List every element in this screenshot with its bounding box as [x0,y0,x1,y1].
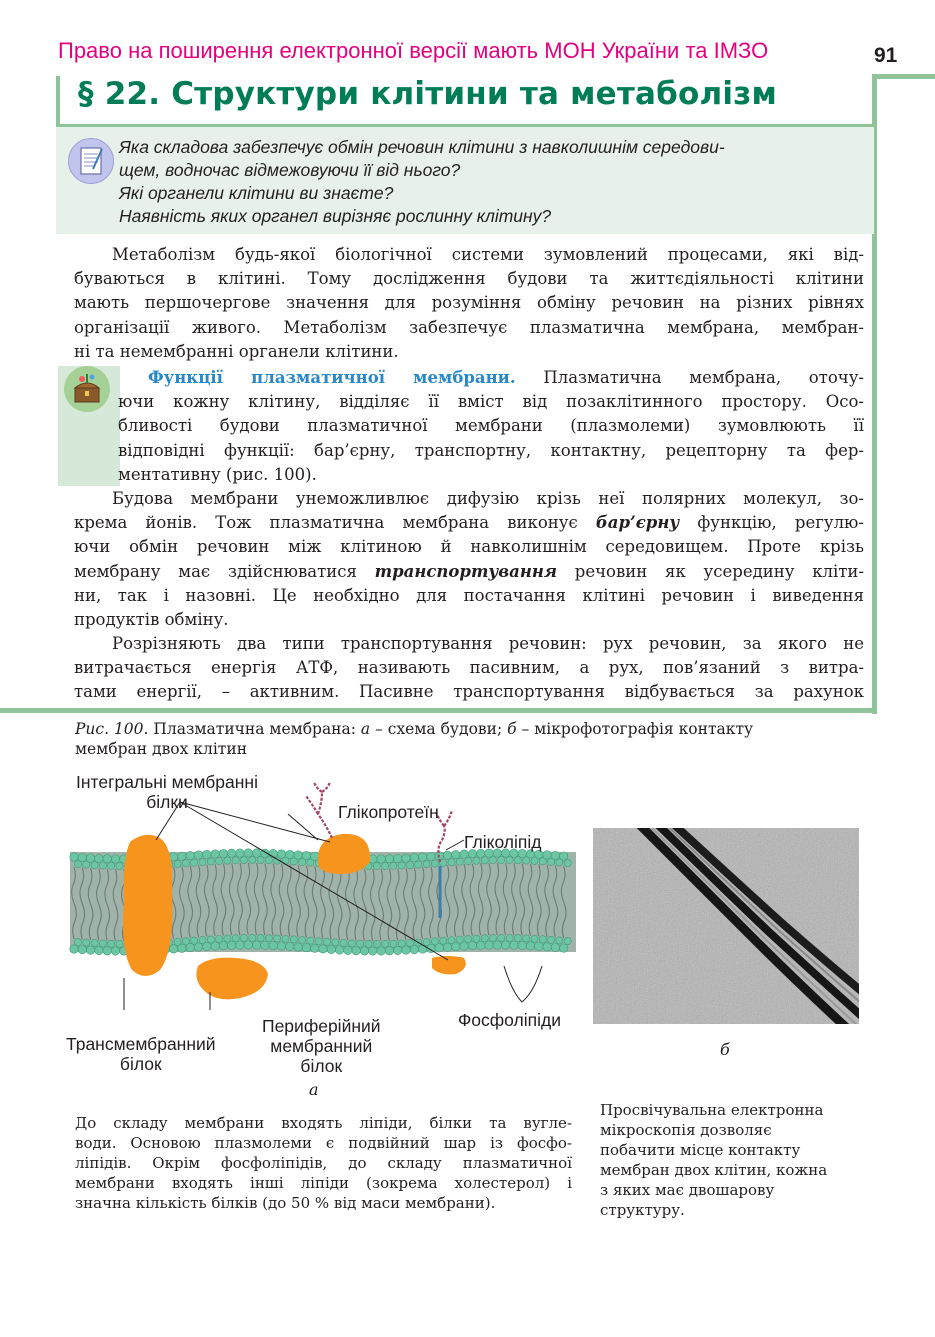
lipid-head [506,856,513,863]
lipid-head [169,945,177,953]
lipid-head [219,849,227,857]
lipid-head [564,859,571,866]
lipid-head [83,939,90,946]
lipid-head [269,941,277,949]
transmembrane-protein [123,835,173,976]
lipid-head [506,934,513,941]
lipid-head [244,849,252,857]
lipid-head [108,940,115,947]
lipid-head [489,857,496,864]
lipid-head [265,857,272,864]
lipid-head [452,850,460,858]
lipid-head [348,940,355,947]
emphasis-barrier: бар’єрну [595,513,680,533]
lipid-head [86,854,94,862]
lipid-head [489,935,496,942]
lipid-head [191,859,198,866]
lipid-head [265,935,272,942]
text-line: ни, так і назовні. Це необхідно для постачання клітині речовин і виведення [74,585,864,605]
text-line: витрачається енергія АТФ, називають пасивним, а рух, пов’язаний з витра- [74,658,864,678]
lipid-head [286,850,294,858]
lipid-head [70,853,78,861]
lipid-head [236,849,244,857]
lipid-head [415,861,422,868]
lipid-head [473,935,480,942]
lipid-head [261,941,269,949]
page-number: 91 [874,44,898,67]
lipid-head [216,857,223,864]
lipid-head [551,943,559,951]
lipid-head [535,942,543,950]
lipid-head [240,934,247,941]
lipid-head [194,851,202,859]
lipid-head [228,849,236,857]
text-line: води. Основою плазмолеми є подвійний шар із фосфо- [75,1134,572,1152]
lipid-head [385,855,393,863]
lipid-head [465,858,472,865]
lipid-head [390,862,397,869]
lipid-head [406,861,413,868]
lipid-head [282,935,289,942]
lipid-head [357,940,364,947]
lipid-head [186,851,194,859]
lipid-head [236,941,244,949]
lipid-head [543,851,551,859]
lipid-head [91,939,98,946]
lipid-head [116,940,123,947]
lipid-head [398,862,405,869]
label-integral-proteins: Інтегральні мембранні білки [76,772,258,812]
lipid-head [518,941,526,949]
lipid-head [211,942,219,950]
text-line: крема йонів. Тож плазматична мембрана виконує бар’єрну функцію, регулю- [74,513,864,533]
lipid-head [481,935,488,942]
text-line: мембрану має здійснюватися транспортування речовин як усередину кліти- [74,561,864,581]
membrane-composition-text [75,1113,572,1213]
lipid-head [78,853,86,861]
lipid-head [315,938,322,945]
text-line: організації живого. Метаболізм забезпечує плазматична мембрана, мембран- [74,317,864,337]
notebook-icon [68,138,114,184]
lipid-head [481,857,488,864]
lipid-head [277,850,285,858]
lipid-head [302,943,310,951]
lipid-head [473,857,480,864]
lipid-head [514,857,521,864]
lipid-head [514,935,521,942]
lipid-head [556,937,563,944]
lipid-head [323,938,330,945]
section-title: § 22. Структури клітини та метаболізм [78,76,777,112]
lipid-head [95,946,103,954]
text-line: ні та немембранні органели клітини. [74,341,399,361]
frame-left-top [56,76,60,128]
lipid-head [307,937,314,944]
microscopy-note: Просвічувальна електронна мікроскопія дозволяє побачити місце контакту мембран двох клітин, кожна з яких має двошарову структуру. [600,1101,828,1219]
lipid-head [99,862,106,869]
lipid-head [232,935,239,942]
lipid-head [103,855,111,863]
lipid-head [207,858,214,865]
question-line-4: Наявність яких органел вирізняє рослинну клітину? [119,206,552,226]
lipid-head [539,936,546,943]
text-line: буваються в клітині. Тому дослідження будови та життєдіяльності клітини [74,269,864,289]
lipid-head [468,941,476,949]
lipid-head [543,943,551,951]
lipid-head [551,851,559,859]
text-line: Метаболізм будь-якої біологічної системи зумовлений процесами, які від- [112,245,864,264]
lipid-head [548,936,555,943]
lipid-head [360,947,368,955]
lipid-head [418,853,426,861]
lipid-head [510,941,518,949]
lipid-head [199,858,206,865]
text-line: значна кількість білків (до 50 % від маси мембрани). [75,1194,496,1212]
lipid-head [74,938,81,945]
barrier-paragraph [74,487,864,632]
lipid-head [498,934,505,941]
sublabel-b: б [720,1040,730,1059]
lipid-head [493,941,501,949]
treasure-chest-icon [64,366,110,412]
lipid-head [526,942,534,950]
lipid-head [373,862,380,869]
lipid-head [252,849,260,857]
label-glycolipid: Гліколіпід [464,832,542,852]
text-line: продуктів обміну. [74,609,229,629]
lipid-head [344,946,352,954]
lipid-head [394,946,402,954]
text-line: ючи обмін речовин між клітиною й навколишнім середовищем. Проте крізь [74,537,864,557]
lipid-head [232,857,239,864]
label-glycoprotein: Глікопротеїн [338,802,439,822]
lipid-head [560,944,568,952]
glycoprotein-protein [318,834,370,874]
lipid-head [448,859,455,866]
lipid-head [290,936,297,943]
lipid-head [373,940,380,947]
lipid-head [390,940,397,947]
lipid-head [294,943,302,951]
lipid-head [377,947,385,955]
lower-protein [432,956,466,974]
frame-top-right [872,74,935,79]
lipid-head [228,941,236,949]
lipid-head [385,947,393,955]
lipid-head [274,935,281,942]
transport-paragraph [74,632,864,705]
lipid-head [327,945,335,953]
frame-bottom [0,708,877,713]
lipid-head [203,942,211,950]
lipid-head [178,944,186,952]
label-transmembrane-protein: Трансмембранний білок [66,1034,216,1074]
lipid-head [186,943,194,951]
lipid-head [365,940,372,947]
lipid-head [402,854,410,862]
lipid-head [431,860,438,867]
lipid-head [240,856,247,863]
lipid-head [531,935,538,942]
lipid-head [211,850,219,858]
text-line: мають першочергове значення для розуміння обміну речовин на різних рівнях [74,293,864,313]
lipid-head [111,855,119,863]
lipid-head [194,943,202,951]
lipid-head [203,850,211,858]
intro-paragraph [74,243,864,364]
lipid-head [311,944,319,952]
lipid-head [485,941,493,949]
lipid-head [257,934,264,941]
functions-heading: Функції плазматичної мембрани. [148,368,516,387]
peripheral-protein [196,958,268,1000]
lipid-head [103,947,111,955]
lipid-head [219,941,227,949]
question-line-2: щем, водночас відмежовуючи її від нього? [119,160,461,180]
lipid-head [174,860,181,867]
lipid-head [332,939,339,946]
functions-paragraph [118,366,864,487]
text-line: Розрізняють два типи транспортування речовин: рух речовин, за якого не [112,634,864,653]
lipid-head [294,851,302,859]
text-line: тами енергії, – активним. Пасивне транспортування відбувається за рахунок [74,682,864,702]
lipid-head [99,940,106,947]
lipid-head [418,945,426,953]
lipid-head [452,942,460,950]
lipid-head [443,943,451,951]
lipid-head [252,941,260,949]
glycoprotein-chain [306,782,332,838]
lipid-head [435,944,443,952]
lipid-head [108,862,115,869]
text-line: ліпідів. Окрім фосфоліпідів, до складу плазматичної [75,1154,572,1172]
lipid-head [182,860,189,867]
lipid-head [560,852,568,860]
lipid-head [382,940,389,947]
emphasis-transport: транспортування [374,561,558,581]
text-line: Функції плазматичної мембрани. Плазматична мембрана, оточу- [148,368,864,387]
lipid-head [116,862,123,869]
lipid-head [224,857,231,864]
lipid-head [456,858,463,865]
lipid-head [286,942,294,950]
lipid-head [423,860,430,867]
text-line: ючи кожну клітину, відділяє її вміст від позаклітинного простору. Осо- [118,392,864,412]
lipid-head [410,945,418,953]
lipid-head [427,852,435,860]
text-line: мембрани входять інші ліпіди (зокрема холестерол) і [75,1174,572,1192]
lipid-head [410,853,418,861]
label-phospholipids: Фосфоліпіди [458,1010,561,1030]
lipid-head [302,851,310,859]
lipid-head [352,947,360,955]
lipid-head [564,937,571,944]
lipid-head [277,942,285,950]
lipid-head [311,852,319,860]
lipid-head [224,935,231,942]
lipid-head [249,856,256,863]
lipid-head [498,856,505,863]
lipid-head [477,941,485,949]
question-line-3: Які органели клітини ви знаєте? [119,183,394,203]
label-peripheral-protein: Периферійний мембранний білок [262,1016,381,1076]
text-line: бливості будови плазматичної мембрани (плазмолеми) зумовлюють її [118,416,864,436]
lipid-head [377,855,385,863]
text-line: До складу мембрани входять ліпіди, білки та вугле- [75,1114,572,1132]
lipid-head [340,939,347,946]
lipid-head [111,947,119,955]
lipid-head [501,941,509,949]
lipid-head [95,854,103,862]
lipid-head [319,945,327,953]
lipid-head [78,945,86,953]
lipid-head [249,934,256,941]
question-line-1: Яка складова забезпечує обмін речовин клітини з навколишнім середови- [119,137,725,157]
lipid-head [86,946,94,954]
lipid-head [460,942,468,950]
lipid-head [382,862,389,869]
figure-caption: Рис. 100. Плазматична мембрана: а – схема будови; б – мікрофотографія контакту мембран двох клітин [75,720,754,758]
lipid-head [244,941,252,949]
lipid-head [523,935,530,942]
sublabel-a: а [309,1080,319,1099]
lipid-head [299,936,306,943]
text-line: ментативну (рис. 100). [118,464,317,484]
lipid-head [369,947,377,955]
text-line: відповідні функції: бар’єрну, транспортну, контактну, рецепторну та фер- [118,440,864,460]
electron-micrograph [593,828,859,1024]
lipid-head [443,851,451,859]
text-line: Будова мембрани унеможливлює дифузію крізь неї полярних молекул, зо- [112,489,864,508]
lipid-head [394,854,402,862]
lipid-head [70,945,78,953]
copyright-notice: Право на поширення електронної версії мають МОН України та ІМЗО [58,38,769,63]
lipid-head [335,946,343,954]
lipid-head [178,852,186,860]
lipid-head [257,856,264,863]
lipid-head [402,946,410,954]
